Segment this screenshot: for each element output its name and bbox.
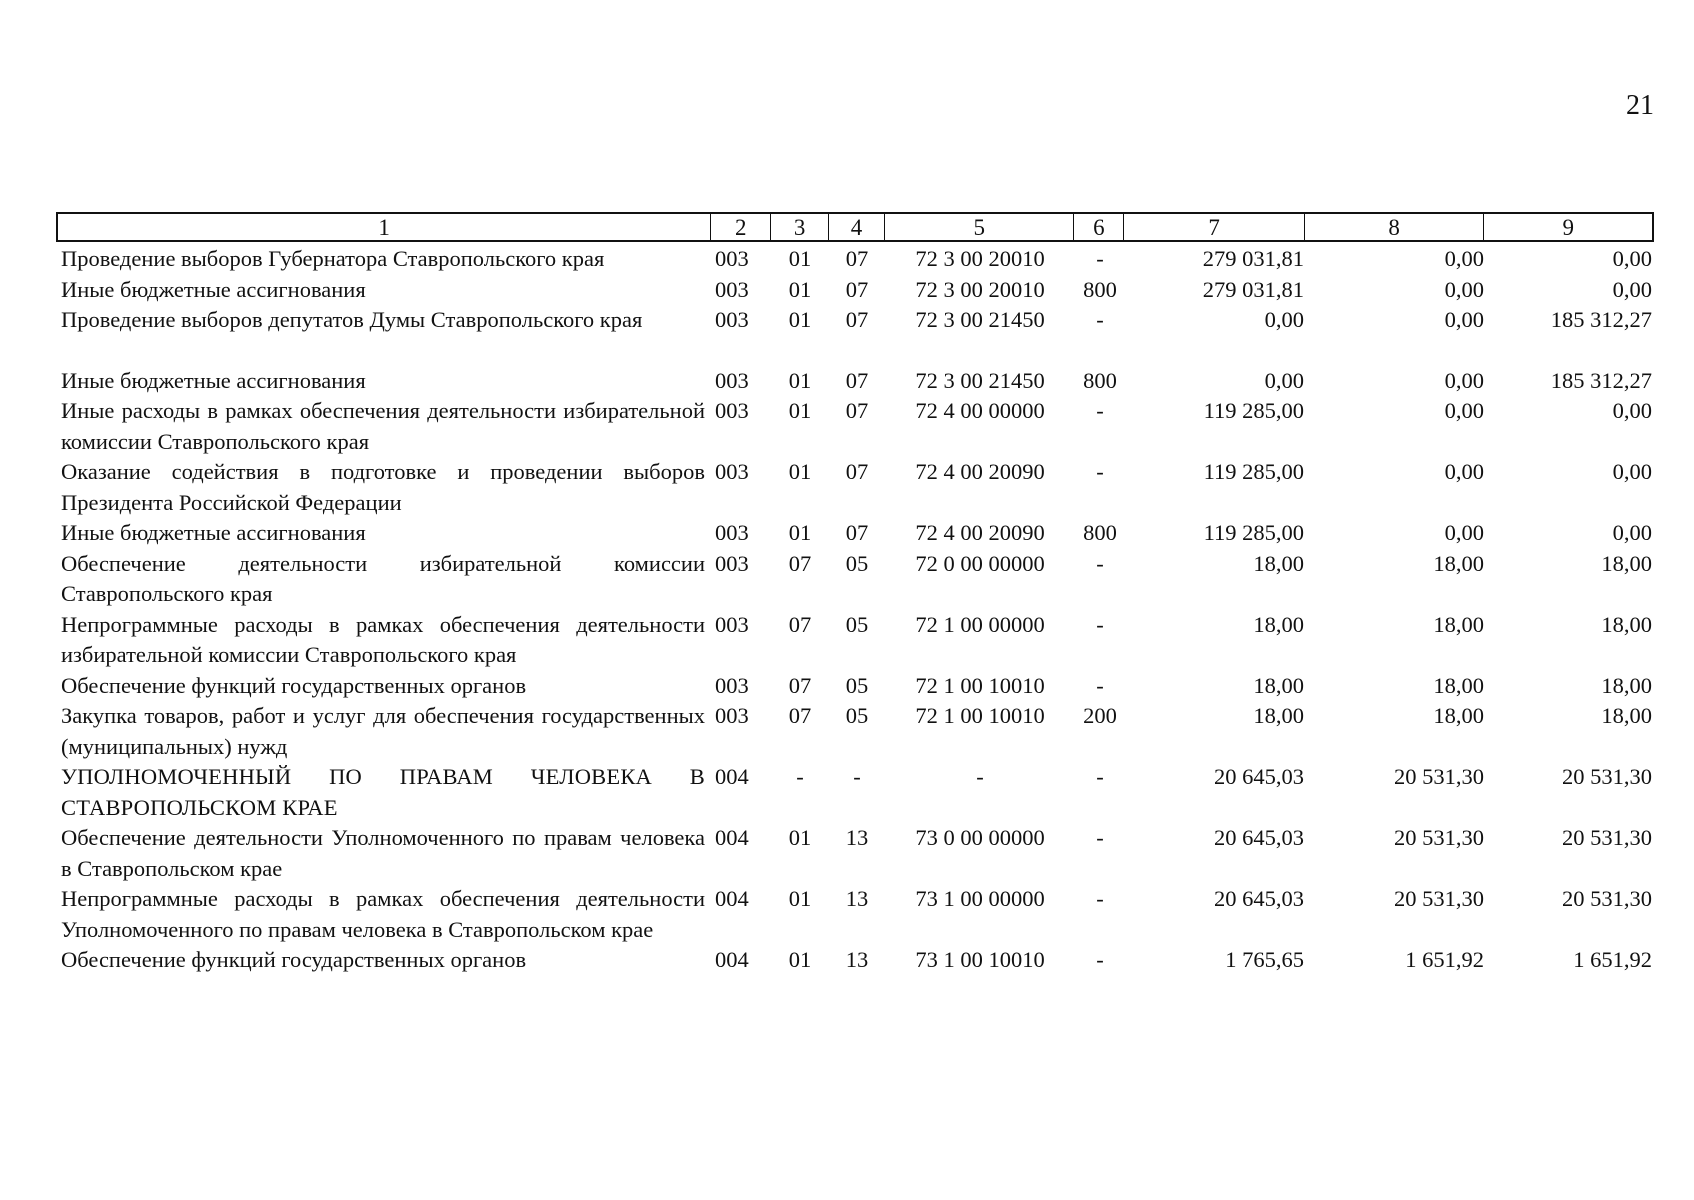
cell-2: 003 [715,703,749,728]
cell-6: 800 [1083,520,1117,545]
header-cell-6: 6 [1074,214,1124,240]
cell-2: 003 [715,307,749,332]
cell-5: 72 1 00 00000 [915,611,1045,637]
table-row [56,701,1654,762]
row-title: Обеспечение функций государственных органов [61,947,527,972]
cell-6: - [1096,459,1104,484]
table-row [56,884,1654,945]
header-cell-5: 5 [885,214,1075,240]
row-title: Проведение выборов депутатов Думы Ставропольского края [61,307,643,332]
cell-5: 73 1 00 00000 [915,886,1045,911]
cell-9: 0,00 [1612,459,1652,484]
cell-8: 18,00 [1433,550,1484,576]
cell-8: 0,00 [1444,307,1484,332]
cell-9: 18,00 [1601,550,1652,576]
cell-6: - [1096,246,1104,271]
cell-8: 0,00 [1444,367,1484,393]
header-cell-8: 8 [1305,214,1485,240]
cell-7: 18,00 [1253,550,1304,576]
budget-table [56,212,1654,976]
cell-8: 1 651,92 [1405,947,1484,972]
cell-9: 18,00 [1601,611,1652,637]
cell-2: 003 [715,550,749,576]
cell-7: 1 765,65 [1225,947,1304,972]
cell-2: 003 [715,672,749,698]
table-row [56,549,1654,610]
cell-3: - [796,764,804,789]
cell-7: 20 645,03 [1214,886,1304,911]
cell-4: 07 [845,246,869,271]
cell-6: 800 [1083,276,1117,302]
cell-4: 07 [845,520,869,545]
cell-9: 185 312,27 [1550,367,1652,393]
cell-7: 20 645,03 [1214,825,1304,850]
cell-3: 01 [788,276,812,302]
row-title: Обеспечение деятельности Уполномоченного по правам человека в Ставропольском крае [61,825,705,881]
cell-7: 119 285,00 [1203,398,1304,423]
cell-3: 01 [788,398,812,423]
row-title: Иные бюджетные ассигнования [61,367,366,393]
header-cell-4: 4 [829,214,885,240]
cell-2: 003 [715,611,749,637]
cell-6: - [1096,398,1104,423]
cell-3: 01 [788,825,812,850]
row-title: Непрограммные расходы в рамках обеспечения деятельности Уполномоченного по правам человека в Ставропольском крае [61,886,705,942]
row-title: Проведение выборов Губернатора Ставропольского края [61,246,605,271]
cell-4: 07 [845,367,869,393]
cell-4: 07 [845,307,869,332]
cell-9: 20 531,30 [1562,886,1652,911]
cell-7: 18,00 [1253,703,1304,728]
table-row [56,610,1654,671]
cell-2: 003 [715,459,749,484]
cell-5: 72 4 00 20090 [915,459,1045,484]
cell-8: 0,00 [1444,398,1484,423]
row-title: Оказание содействия в подготовке и проведении выборов Президента Российской Федерации [61,459,705,515]
cell-5: 72 1 00 10010 [915,672,1045,698]
cell-8: 0,00 [1444,276,1484,302]
cell-7: 0,00 [1264,307,1304,332]
cell-3: 07 [788,672,812,698]
cell-3: 07 [788,703,812,728]
cell-6: - [1096,611,1104,637]
row-title: Иные бюджетные ассигнования [61,520,366,545]
cell-7: 279 031,81 [1202,276,1304,302]
cell-5: 72 3 00 20010 [915,246,1045,271]
cell-8: 0,00 [1444,459,1484,484]
cell-7: 119 285,00 [1203,520,1304,545]
cell-9: 185 312,27 [1550,307,1652,332]
cell-6: 800 [1083,367,1117,393]
cell-5: 73 0 00 00000 [915,825,1045,850]
cell-4: 05 [845,703,869,728]
cell-3: 07 [788,611,812,637]
cell-6: 200 [1083,703,1117,728]
header-cell-2: 2 [711,214,771,240]
cell-6: - [1096,886,1104,911]
cell-3: 01 [788,886,812,911]
cell-5: 73 1 00 10010 [915,947,1045,972]
table-row [56,366,1654,397]
cell-7: 119 285,00 [1203,459,1304,484]
cell-4: 07 [845,459,869,484]
cell-2: 003 [715,398,749,423]
table-row [56,457,1654,518]
row-title: Непрограммные расходы в рамках обеспечения деятельности избирательной комиссии Ставропольского края [61,611,705,667]
table-row [56,945,1654,976]
cell-3: 01 [788,520,812,545]
table-row [56,305,1654,336]
cell-4: 13 [845,947,869,972]
header-cell-1: 1 [58,214,711,240]
table-row [56,518,1654,549]
cell-2: 003 [715,367,749,393]
cell-7: 18,00 [1253,611,1304,637]
cell-9: 0,00 [1612,246,1652,271]
cell-9: 18,00 [1601,703,1652,728]
cell-8: 20 531,30 [1394,764,1484,789]
cell-5: 72 4 00 20090 [915,520,1045,545]
row-gap [56,336,1654,366]
cell-9: 0,00 [1612,520,1652,545]
cell-2: 004 [715,764,749,789]
cell-8: 20 531,30 [1394,825,1484,850]
cell-5: 72 0 00 00000 [915,550,1045,576]
cell-4: 05 [845,672,869,698]
cell-5: - [976,764,984,789]
cell-6: - [1096,307,1104,332]
cell-3: 01 [788,459,812,484]
cell-8: 0,00 [1444,246,1484,271]
header-cell-9: 9 [1562,215,1574,240]
cell-8: 18,00 [1433,672,1484,698]
header-cell-7: 7 [1124,214,1305,240]
cell-2: 003 [715,246,749,271]
cell-7: 20 645,03 [1214,764,1304,789]
cell-5: 72 3 00 21450 [915,307,1045,332]
cell-4: 05 [845,550,869,576]
cell-7: 279 031,81 [1202,246,1304,271]
cell-4: - [853,764,861,789]
cell-7: 0,00 [1264,367,1304,393]
cell-6: - [1096,764,1104,789]
cell-2: 004 [715,886,749,911]
row-title: Иные расходы в рамках обеспечения деятельности избирательной комиссии Ставропольского края [61,398,705,454]
cell-6: - [1096,550,1104,576]
cell-9: 18,00 [1601,672,1652,698]
row-title: Обеспечение деятельности избирательной комиссии Ставропольского края [61,550,705,606]
cell-4: 07 [845,398,869,423]
cell-2: 004 [715,947,749,972]
table-row [56,275,1654,306]
cell-2: 003 [715,520,749,545]
cell-9: 0,00 [1612,276,1652,302]
cell-3: 07 [788,550,812,576]
cell-3: 01 [788,947,812,972]
cell-6: - [1096,672,1104,698]
cell-2: 003 [715,276,749,302]
cell-4: 05 [845,611,869,637]
cell-3: 01 [788,367,812,393]
cell-9: 20 531,30 [1562,825,1652,850]
table-row [56,244,1654,275]
cell-2: 004 [715,825,749,850]
cell-9: 0,00 [1612,398,1652,423]
cell-4: 13 [845,886,869,911]
table-row [56,762,1654,823]
row-title: УПОЛНОМОЧЕННЫЙ ПО ПРАВАМ ЧЕЛОВЕКА В СТАВРОПОЛЬСКОМ КРАЕ [61,764,705,820]
cell-8: 0,00 [1444,520,1484,545]
cell-8: 18,00 [1433,611,1484,637]
table-row [56,671,1654,702]
table-header-row [56,212,1654,242]
cell-6: - [1096,825,1104,850]
cell-5: 72 4 00 00000 [915,398,1045,423]
table-row [56,396,1654,457]
row-title: Обеспечение функций государственных органов [61,672,527,698]
row-title: Закупка товаров, работ и услуг для обеспечения государственных (муниципальных) нужд [61,703,705,759]
cell-5: 72 3 00 20010 [915,276,1045,302]
table-row [56,823,1654,884]
cell-4: 07 [845,276,869,302]
cell-4: 13 [845,825,869,850]
page-number: 21 [1626,90,1654,121]
table-body [56,244,1654,976]
cell-8: 20 531,30 [1394,886,1484,911]
cell-6: - [1096,947,1104,972]
cell-5: 72 3 00 21450 [915,367,1045,393]
cell-9: 1 651,92 [1573,947,1652,972]
cell-8: 18,00 [1433,703,1484,728]
cell-9: 20 531,30 [1562,764,1652,789]
row-title: Иные бюджетные ассигнования [61,276,366,302]
cell-3: 01 [788,246,812,271]
cell-7: 18,00 [1253,672,1304,698]
cell-3: 01 [788,307,812,332]
header-cell-3: 3 [771,214,829,240]
cell-5: 72 1 00 10010 [915,703,1045,728]
